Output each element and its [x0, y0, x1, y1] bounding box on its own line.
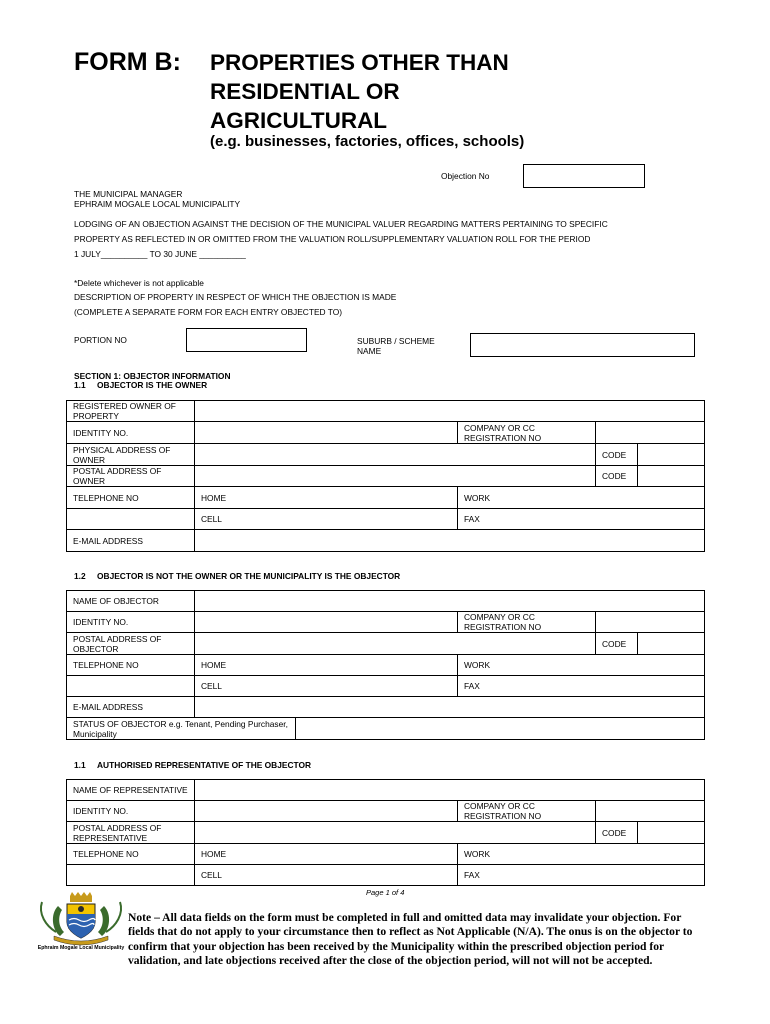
objector-work-phone-field[interactable]: [458, 655, 705, 676]
intro-line-2: PROPERTY AS REFLECTED IN OR OMITTED FROM THE VALUATION ROLL/SUPPLEMENTARY VALUATION ROLL FOR THE PERIOD: [74, 234, 591, 244]
owner-email-label: E-MAIL ADDRESS: [67, 530, 195, 552]
section-1-2-num: 1.2: [74, 571, 86, 581]
cell-label: CELL: [201, 514, 222, 524]
objection-no-label: Objection No: [441, 171, 490, 181]
objector-blank-cell: [67, 676, 195, 697]
fax-label: FAX: [464, 870, 480, 880]
objector-code-field[interactable]: [638, 633, 705, 655]
work-label: WORK: [464, 849, 491, 859]
work-label: WORK: [464, 660, 491, 670]
objector-status-field[interactable]: [296, 718, 705, 740]
rep-company-label: COMPANY OR CC REGISTRATION NO: [458, 801, 596, 822]
objector-fax-field[interactable]: [458, 676, 705, 697]
owner-work-phone-field[interactable]: [458, 487, 705, 509]
fax-label: FAX: [464, 514, 480, 524]
rep-cell-field[interactable]: [195, 865, 458, 886]
section-1-2-title: OBJECTOR IS NOT THE OWNER OR THE MUNICIPALITY IS THE OBJECTOR: [97, 571, 401, 581]
objector-postal-address-label: POSTAL ADDRESS OF OBJECTOR: [67, 633, 195, 655]
rep-name-field[interactable]: [195, 780, 705, 801]
rep-name-label: NAME OF REPRESENTATIVE: [67, 780, 195, 801]
objector-name-label: NAME OF OBJECTOR: [67, 591, 195, 612]
owner-postal-address-label: POSTAL ADDRESS OF OWNER: [67, 466, 195, 487]
addressee-line-1: THE MUNICIPAL MANAGER: [74, 189, 183, 199]
registered-owner-field[interactable]: [195, 401, 705, 422]
section-1-1-num: 1.1: [74, 380, 86, 390]
owner-table: [66, 400, 705, 552]
page-number: Page 1 of 4: [366, 888, 405, 897]
objector-identity-label: IDENTITY NO.: [67, 612, 195, 633]
objector-email-field[interactable]: [195, 697, 705, 718]
objector-email-label: E-MAIL ADDRESS: [67, 697, 195, 718]
cell-label: CELL: [201, 870, 222, 880]
rep-telephone-label: TELEPHONE NO: [67, 844, 195, 865]
owner-email-field[interactable]: [195, 530, 705, 552]
owner-blank-cell: [67, 509, 195, 530]
section-1-title: SECTION 1: OBJECTOR INFORMATION: [74, 371, 231, 381]
owner-physical-code-label: CODE: [596, 444, 638, 466]
home-label: HOME: [201, 660, 227, 670]
rep-postal-address-field[interactable]: [195, 822, 596, 844]
separate-form-note: (COMPLETE A SEPARATE FORM FOR EACH ENTRY OBJECTED TO): [74, 307, 343, 317]
addressee-line-2: EPHRAIM MOGALE LOCAL MUNICIPALITY: [74, 199, 241, 209]
cell-label: CELL: [201, 681, 222, 691]
owner-company-label: COMPANY OR CC REGISTRATION NO: [458, 422, 596, 444]
form-title-line-2: RESIDENTIAL OR: [210, 79, 400, 104]
form-title: [210, 48, 509, 135]
intro-line-1: LODGING OF AN OBJECTION AGAINST THE DECISION OF THE MUNICIPAL VALUER REGARDING MATTERS PERTAINING TO SPECIFIC: [74, 219, 608, 229]
objector-table: [66, 590, 705, 740]
owner-telephone-label: TELEPHONE NO: [67, 487, 195, 509]
rep-home-phone-field[interactable]: [195, 844, 458, 865]
section-rep-num: 1.1: [74, 760, 86, 770]
suburb-label-line-2: NAME: [357, 346, 382, 356]
objector-cell-field[interactable]: [195, 676, 458, 697]
objector-telephone-label: TELEPHONE NO: [67, 655, 195, 676]
municipality-logo: [36, 892, 126, 954]
representative-table: [66, 779, 705, 886]
objection-no-field[interactable]: [523, 164, 645, 188]
owner-postal-code-label: CODE: [596, 466, 638, 487]
home-label: HOME: [201, 849, 227, 859]
owner-physical-code-field[interactable]: [638, 444, 705, 466]
objector-identity-field[interactable]: [195, 612, 458, 633]
home-label: HOME: [201, 492, 227, 503]
owner-home-phone-field[interactable]: [195, 487, 458, 509]
period-line: 1 JULY__________ TO 30 JUNE __________: [74, 249, 246, 259]
form-subtitle: (e.g. businesses, factories, offices, schools): [210, 133, 525, 150]
owner-cell-field[interactable]: [195, 509, 458, 530]
rep-blank-cell: [67, 865, 195, 886]
rep-postal-address-label: POSTAL ADDRESS OF REPRESENTATIVE: [67, 822, 195, 844]
owner-identity-field[interactable]: [195, 422, 458, 444]
objector-status-label: STATUS OF OBJECTOR e.g. Tenant, Pending Purchaser, Municipality: [67, 718, 296, 740]
section-rep-title: AUTHORISED REPRESENTATIVE OF THE OBJECTOR: [97, 760, 312, 770]
logo-caption: Ephraim Mogale Local Municipality: [37, 945, 125, 951]
owner-company-field[interactable]: [596, 422, 705, 444]
portion-no-label: PORTION NO: [74, 335, 127, 345]
objector-home-phone-field[interactable]: [195, 655, 458, 676]
objector-company-label: COMPANY OR CC REGISTRATION NO: [458, 612, 596, 633]
work-label: WORK: [464, 492, 491, 503]
rep-fax-field[interactable]: [458, 865, 705, 886]
objector-company-field[interactable]: [596, 612, 705, 633]
form-title-line-1: PROPERTIES OTHER THAN: [210, 50, 509, 75]
suburb-field[interactable]: [470, 333, 695, 357]
owner-physical-address-field[interactable]: [195, 444, 596, 466]
registered-owner-label: REGISTERED OWNER OF PROPERTY: [67, 401, 195, 422]
owner-physical-address-label: PHYSICAL ADDRESS OF OWNER: [67, 444, 195, 466]
objector-code-label: CODE: [596, 633, 638, 655]
owner-postal-code-field[interactable]: [638, 466, 705, 487]
suburb-label: [357, 336, 435, 356]
form-title-line-3: AGRICULTURAL: [210, 108, 388, 133]
rep-identity-field[interactable]: [195, 801, 458, 822]
rep-code-label: CODE: [596, 822, 638, 844]
owner-identity-label: IDENTITY NO.: [67, 422, 195, 444]
completion-note: Note – All data fields on the form must be completed in full and omitted data may invalidate your objection. For fields that do not apply to your circumstance then to reflect as Not Applicable (N/A). The onus is on the objector to confirm that your objection has been received by the Municipality within the prescribed objection period for validation, and late objections received after the close of the objection period, will not will not be accepted.: [128, 911, 693, 968]
form-label: FORM B:: [74, 48, 181, 76]
rep-company-field[interactable]: [596, 801, 705, 822]
fax-label: FAX: [464, 681, 480, 691]
owner-postal-address-field[interactable]: [195, 466, 596, 487]
rep-work-phone-field[interactable]: [458, 844, 705, 865]
delete-note: *Delete whichever is not applicable: [74, 278, 204, 288]
suburb-label-line-1: SUBURB / SCHEME: [357, 336, 435, 346]
section-1-1-title: OBJECTOR IS THE OWNER: [97, 380, 208, 390]
objector-postal-address-field[interactable]: [195, 633, 596, 655]
owner-fax-field[interactable]: [458, 509, 705, 530]
objector-name-field[interactable]: [195, 591, 705, 612]
portion-no-field[interactable]: [186, 328, 307, 352]
rep-code-field[interactable]: [638, 822, 705, 844]
rep-identity-label: IDENTITY NO.: [67, 801, 195, 822]
description-heading: DESCRIPTION OF PROPERTY IN RESPECT OF WHICH THE OBJECTION IS MADE: [74, 292, 397, 302]
